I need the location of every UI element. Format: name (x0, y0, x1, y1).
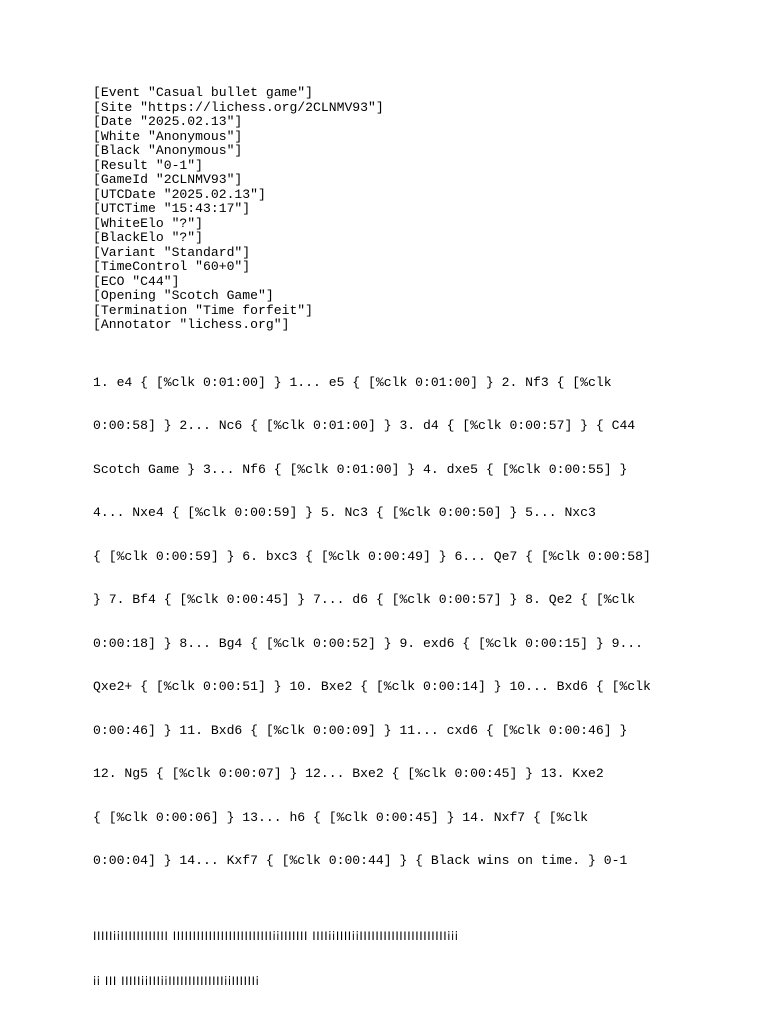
movetext-line: Qxe2+ { [%clk 0:00:51] } 10. Bxe2 { [%clk 0:00:14] } 10... Bxd6 { [%clk (93, 679, 651, 694)
pgn-tag-site: [Site "https://lichess.org/2CLNMV93"] (93, 99, 384, 115)
movetext-line: { [%clk 0:00:59] } 6. bxc3 { [%clk 0:00:49] } 6... Qe7 { [%clk 0:00:58] (93, 548, 651, 564)
movetext-line: 4... Nxe4 { [%clk 0:00:59] } 5. Nc3 { [%clk 0:00:50] } 5... Nxc3 (93, 505, 596, 520)
pgn-tag-annotator: [Annotator "lichess.org"] (93, 317, 290, 332)
pgn-tag-result: [Result "0-1"] (93, 157, 204, 173)
movetext-line: 1. e4 { [%clk 0:01:00] } 1... e5 { [%clk 0:01:00] } 2. Nf3 { [%clk (93, 374, 612, 390)
pgn-header-block (93, 86, 683, 333)
movetext-line: 12. Ng5 { [%clk 0:00:07] } 12... Bxe2 { [%clk 0:00:45] } 13. Kxe2 (93, 766, 604, 781)
pgn-tag-opening: [Opening "Scotch Game"] (93, 288, 274, 303)
pgn-tag-date: [Date "2025.02.13"] (93, 114, 243, 129)
garbled-line: ii III IIIIIiiIIIiiIIIIIIIIIIIIIIiiIIIIIIi (93, 973, 260, 988)
movetext-line: { [%clk 0:00:06] } 13... h6 { [%clk 0:00:45] } 14. Nxf7 { [%clk (93, 809, 589, 825)
pgn-tag-eco: [ECO "C44"] (93, 273, 180, 289)
movetext-line: 0:00:04] } 14... Kxf7 { [%clk 0:00:44] } { Black wins on time. } 0-1 (93, 853, 628, 868)
movetext-line: 0:00:18] } 8... Bg4 { [%clk 0:00:52] } 9. exd6 { [%clk 0:00:15] } 9... (93, 635, 644, 651)
pgn-tag-utcdate: [UTCDate "2025.02.13"] (93, 186, 266, 202)
pgn-tag-timecontrol: [TimeControl "60+0"] (93, 259, 251, 274)
pgn-tag-white: [White "Anonymous"] (93, 128, 243, 144)
pgn-tag-termination: [Termination "Time forfeit"] (93, 302, 314, 318)
pgn-tag-event: [Event "Casual bullet game"] (93, 85, 314, 100)
pgn-tag-utctime: [UTCTime "15:43:17"] (93, 201, 251, 216)
pgn-tag-gameid: [GameId "2CLNMV93"] (93, 172, 243, 187)
movetext-line: } 7. Bf4 { [%clk 0:00:45] } 7... d6 { [%clk 0:00:57] } 8. Qe2 { [%clk (93, 592, 636, 607)
movetext-line: 0:00:46] } 11. Bxd6 { [%clk 0:00:09] } 11... cxd6 { [%clk 0:00:46] } (93, 722, 628, 738)
pgn-tag-variant: [Variant "Standard"] (93, 244, 251, 260)
garbled-line: IIIIIiiIIIIIIIIIIII IIIIIIIIIIIIIIIIIIIIIIIIIiiIIIIIII IIIIiiIIIIiiIIIIIIIIIIIIIIIIIIIIIIiii (93, 928, 459, 943)
pgn-tag-black: [Black "Anonymous"] (93, 143, 243, 158)
pgn-document (93, 86, 683, 1019)
pgn-movetext (93, 347, 683, 898)
garbled-glyph-block (93, 899, 683, 1019)
movetext-line: Scotch Game } 3... Nf6 { [%clk 0:01:00] } 4. dxe5 { [%clk 0:00:55] } (93, 461, 628, 477)
movetext-line: 0:00:58] } 2... Nc6 { [%clk 0:01:00] } 3. d4 { [%clk 0:00:57] } { C44 (93, 418, 636, 433)
pgn-tag-blackelo: [BlackElo "?"] (93, 230, 204, 245)
pgn-tag-whiteelo: [WhiteElo "?"] (93, 215, 204, 231)
